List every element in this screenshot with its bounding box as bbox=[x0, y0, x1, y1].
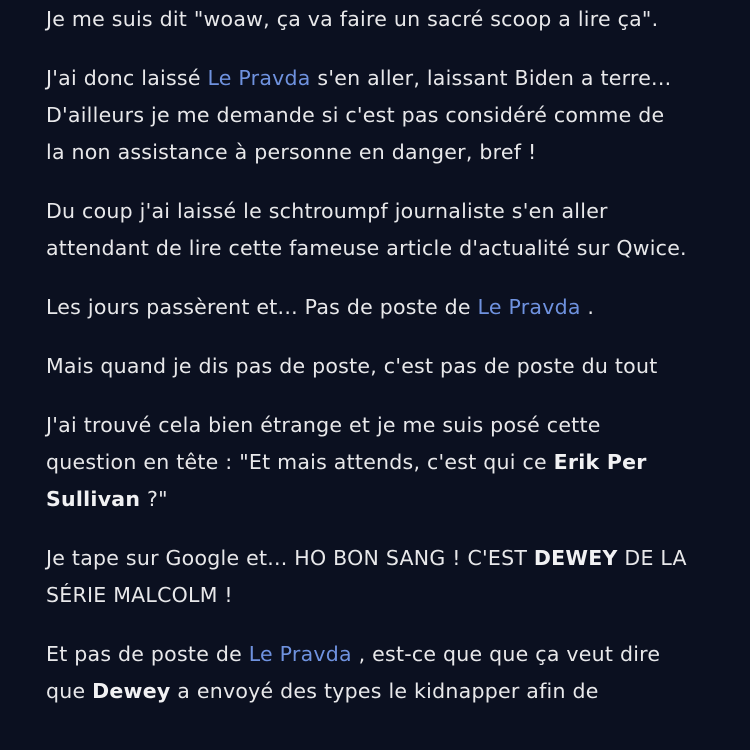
paragraph-5 bbox=[46, 348, 688, 385]
paragraph-6-text-after: ?" bbox=[140, 487, 168, 511]
paragraph-4-text-before: Les jours passèrent et... Pas de poste de bbox=[46, 295, 478, 319]
paragraph-7-text-before: Je tape sur Google et... HO BON SANG ! C'EST bbox=[46, 546, 534, 570]
paragraph-8-text-after: a envoyé des types le kidnapper afin de bbox=[170, 679, 599, 703]
paragraph-2 bbox=[46, 60, 688, 171]
paragraph-2-text-before: J'ai donc laissé bbox=[46, 66, 208, 90]
user-mention-le-pravda[interactable]: Le Pravda bbox=[248, 642, 352, 666]
bold-name-dewey: DEWEY bbox=[533, 546, 618, 570]
bold-name-erik-per-sullivan: Erik Per Sullivan bbox=[46, 450, 647, 511]
paragraph-3 bbox=[46, 193, 688, 267]
paragraph-6-text-before: J'ai trouvé cela bien étrange et je me suis posé cette question en tête : "Et mais attends, c'est qui ce bbox=[46, 413, 601, 474]
paragraph-7-text-after: DE LA SÉRIE MALCOLM ! bbox=[46, 546, 687, 607]
bold-name-dewey: Dewey bbox=[92, 679, 171, 703]
paragraph-8-text-before: Et pas de poste de bbox=[46, 642, 249, 666]
paragraph-5-text: Mais quand je dis pas de poste, c'est pas de poste du tout bbox=[46, 354, 658, 378]
paragraph-8-text-middle: , est-ce que que ça veut dire que bbox=[46, 642, 661, 703]
paragraph-7 bbox=[46, 540, 688, 614]
paragraph-4-text-after: . bbox=[580, 295, 595, 319]
paragraph-6 bbox=[46, 407, 688, 518]
paragraph-1 bbox=[46, 1, 688, 38]
paragraph-3-text: Du coup j'ai laissé le schtroumpf journaliste s'en aller attendant de lire cette fameuse article d'actualité sur Qwice. bbox=[46, 199, 687, 260]
paragraph-2-text-after: s'en aller, laissant Biden a terre... D'ailleurs je me demande si c'est pas considéré comme de la non assistance à personne en danger, bref ! bbox=[46, 66, 672, 164]
user-mention-le-pravda[interactable]: Le Pravda bbox=[477, 295, 581, 319]
paragraph-8 bbox=[46, 636, 688, 710]
article-body bbox=[46, 1, 688, 732]
paragraph-1-text: Je me suis dit "woaw, ça va faire un sacré scoop a lire ça". bbox=[46, 7, 659, 31]
paragraph-4 bbox=[46, 289, 688, 326]
user-mention-le-pravda[interactable]: Le Pravda bbox=[207, 66, 311, 90]
